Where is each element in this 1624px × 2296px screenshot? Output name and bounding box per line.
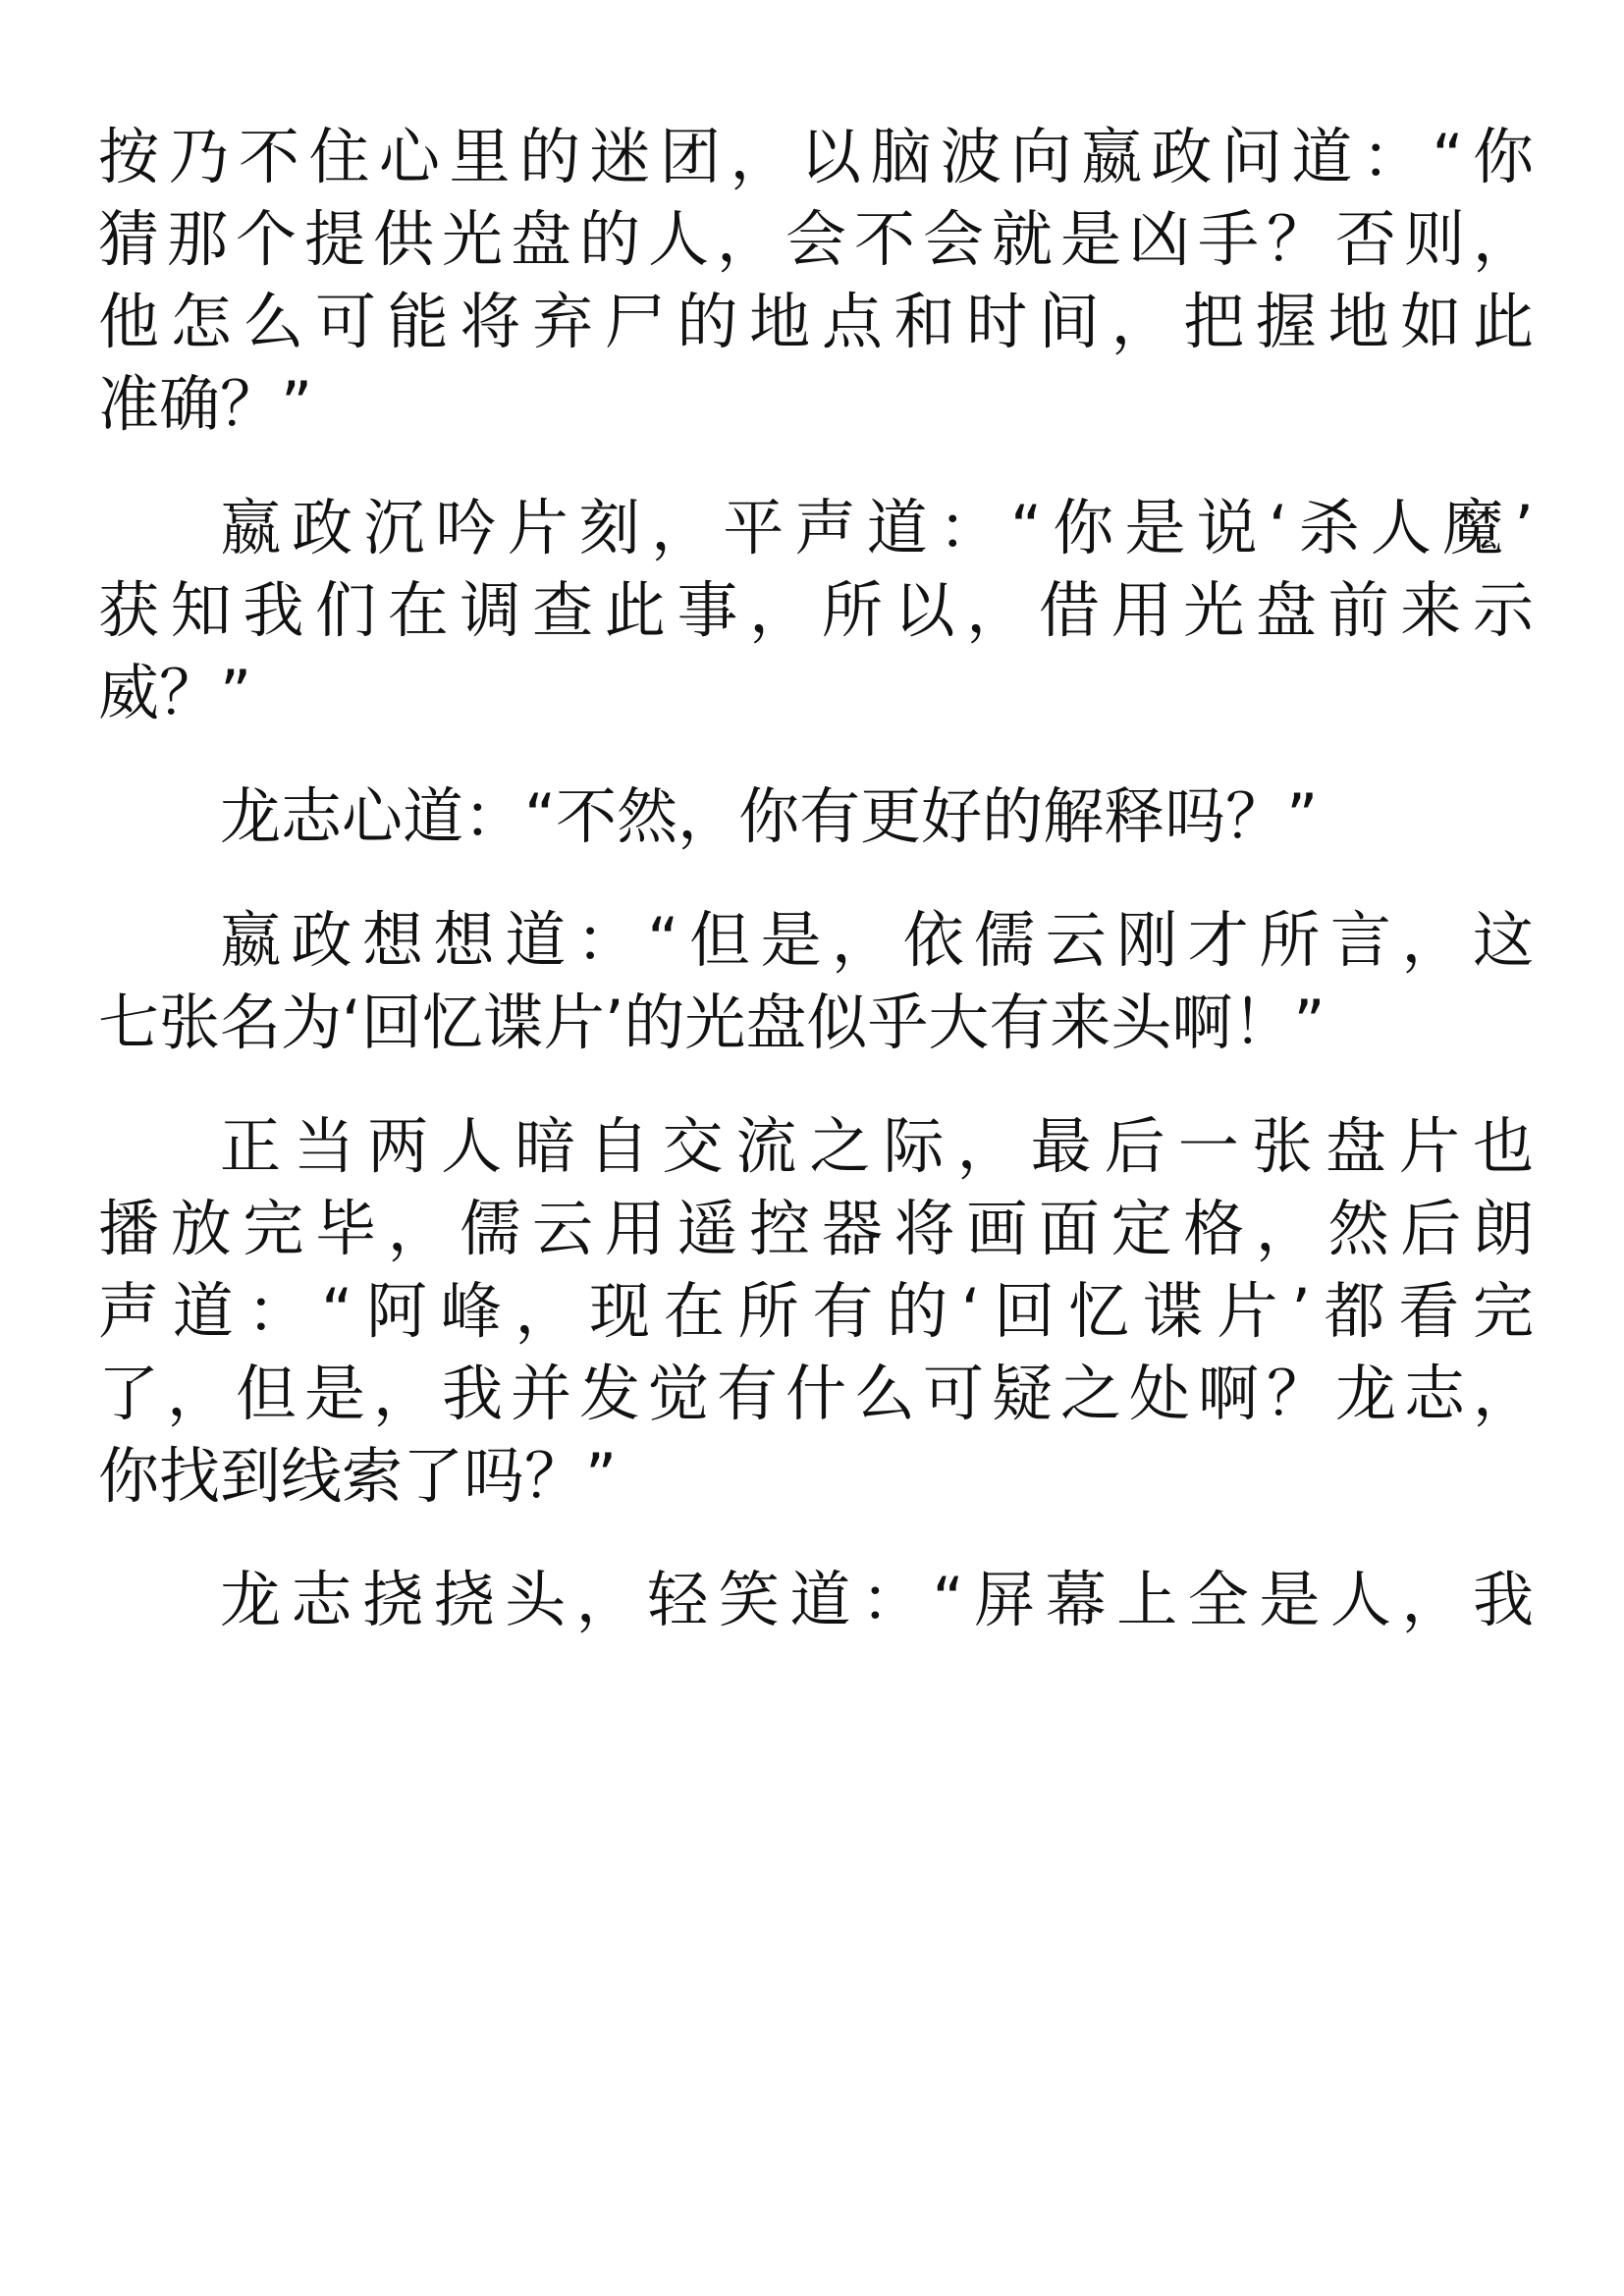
text-line: 获知我们在调查此事，所以，借用光盘前来示 (98, 574, 1534, 646)
text-line: 嬴政沉吟片刻，平声道：“你是说‘杀人魔’ (220, 492, 1534, 563)
text-line: 正当两人暗自交流之际，最后一张盘片也 (220, 1110, 1534, 1182)
text-line: 七张名为‘回忆谍片’的光盘似乎大有来头啊！” (98, 987, 1326, 1058)
text-line: 播放完毕，儒云用遥控器将画面定格，然后朗 (98, 1193, 1534, 1264)
text-line: 威？” (98, 657, 252, 728)
body-text (98, 116, 1534, 1641)
text-line: 他怎么可能将弃尸的地点和时间，把握地如此 (98, 286, 1534, 357)
text-line: 你找到线索了吗？” (98, 1440, 618, 1512)
text-line: 准确？” (98, 368, 313, 440)
text-line: 按乃不住心里的迷团，以脑波向嬴政问道：“你 (98, 121, 1534, 192)
text-line: 猜那个提供光盘的人，会不会就是凶手？否则， (98, 203, 1534, 275)
text-line: 龙志心道：“不然，你有更好的解释吗？” (220, 780, 1319, 852)
text-line: 声道：“阿峰，现在所有的‘回忆谍片’都看完 (98, 1275, 1534, 1347)
text-line: 了，但是，我并发觉有什么可疑之处啊？龙志， (98, 1358, 1534, 1429)
text-line: 嬴政想想道：“但是，依儒云刚才所言，这 (220, 904, 1534, 976)
text-line: 龙志挠挠头，轻笑道：“屏幕上全是人，我 (220, 1564, 1534, 1635)
